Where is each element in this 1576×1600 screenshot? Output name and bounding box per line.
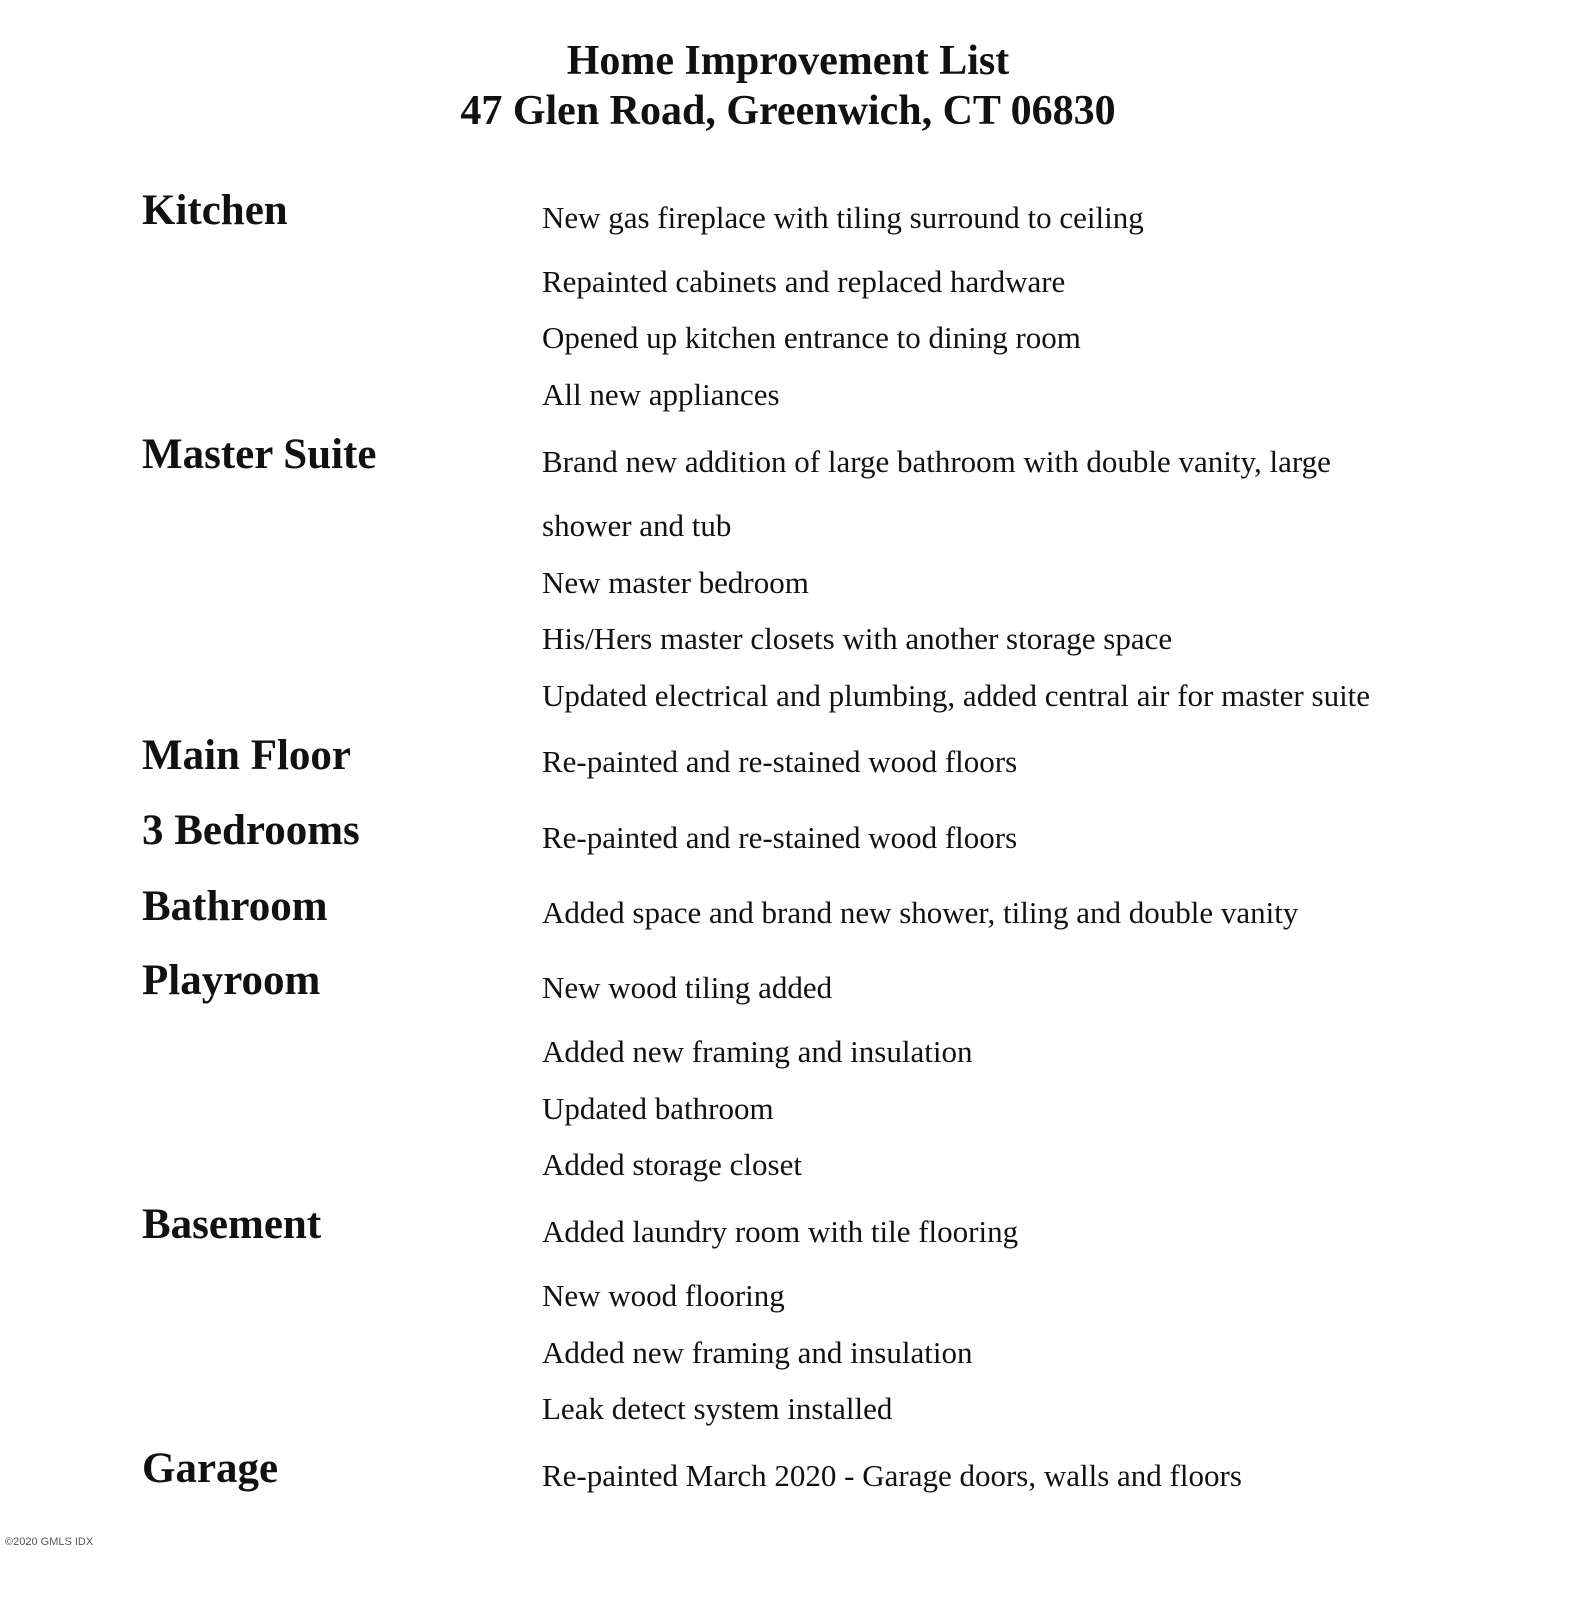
list-item: Opened up kitchen entrance to dining room (542, 320, 1081, 355)
list-item: Leak detect system installed (542, 1391, 893, 1426)
category-bathroom: Bathroom (142, 883, 328, 930)
list-item: Added storage closet (542, 1147, 802, 1182)
property-address: 47 Glen Road, Greenwich, CT 06830 (460, 88, 1116, 134)
category-3-bedrooms: 3 Bedrooms (142, 807, 360, 854)
list-item: New wood flooring (542, 1278, 785, 1313)
list-item: Re-painted and re-stained wood floors (542, 744, 1018, 779)
list-item: New gas fireplace with tiling surround to ceiling (542, 200, 1144, 235)
list-item: Brand new addition of large bathroom with double vanity, large (542, 444, 1331, 479)
list-item: Re-painted and re-stained wood floors (542, 820, 1018, 855)
list-item: Updated bathroom (542, 1091, 774, 1126)
list-item: shower and tub (542, 508, 732, 543)
list-item: Added space and brand new shower, tiling and double vanity (542, 895, 1299, 930)
list-item: His/Hers master closets with another storage space (542, 621, 1173, 656)
list-item: Added laundry room with tile flooring (542, 1214, 1019, 1249)
category-master-suite: Master Suite (142, 431, 377, 478)
list-item: New wood tiling added (542, 970, 833, 1005)
list-item: Added new framing and insulation (542, 1034, 973, 1069)
list-item: Repainted cabinets and replaced hardware (542, 264, 1066, 299)
copyright-watermark: ©2020 GMLS IDX (5, 1536, 94, 1548)
list-item: Added new framing and insulation (542, 1335, 973, 1370)
category-main-floor: Main Floor (142, 732, 351, 779)
category-kitchen: Kitchen (142, 187, 288, 234)
list-item: Re-painted March 2020 - Garage doors, walls and floors (542, 1458, 1242, 1493)
list-item: New master bedroom (542, 565, 809, 600)
category-basement: Basement (142, 1201, 322, 1248)
category-garage: Garage (142, 1445, 279, 1492)
list-item: Updated electrical and plumbing, added central air for master suite (542, 678, 1371, 713)
document-title: Home Improvement List (566, 38, 1010, 84)
list-item: All new appliances (542, 377, 780, 412)
category-playroom: Playroom (142, 957, 321, 1004)
